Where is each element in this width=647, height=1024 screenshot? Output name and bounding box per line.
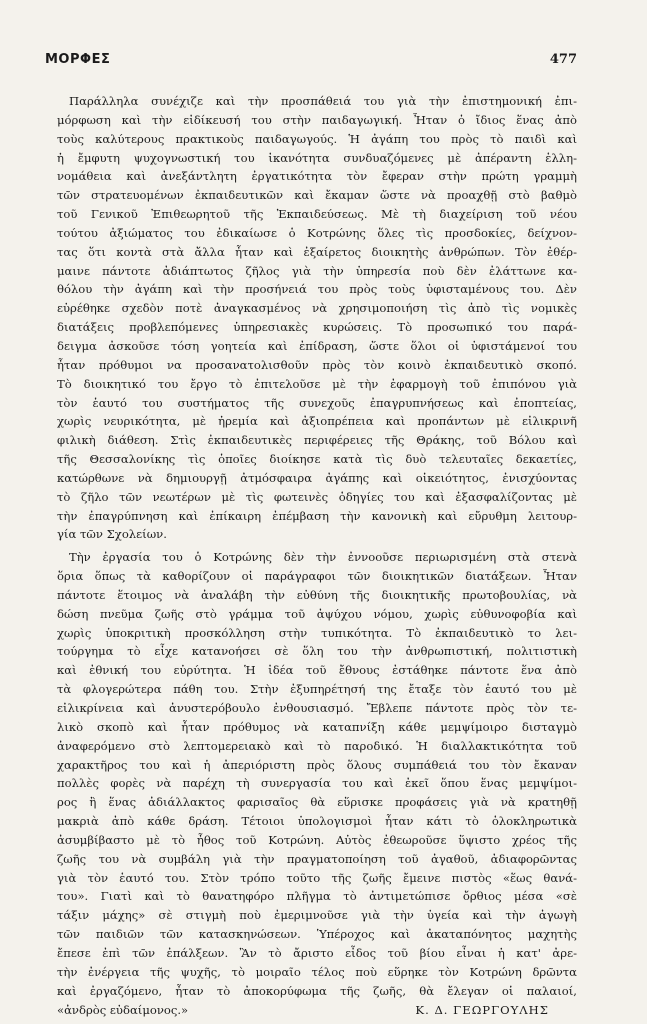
text-line: καὶ ἐθνική του εὐρύτητα. Ἡ ἰδέα τοῦ ἔθνους ἐστάθηκε πάντοτε ἕνα ἀπὸ [57,663,577,678]
text-line: Τὸ διοικητικό του ἔργο τὸ ἐπιτελοῦσε μὲ τὴν ἐφαρμογὴ τοῦ ἐπιπόνου γιὰ [57,376,577,391]
text-line: ὅρια ὅπως τὰ καθορίζουν οἱ παράγραφοι τῶν διοικητικῶν διατάξεων. Ἦταν [57,569,577,584]
text-line: καὶ ἐργαζόμενο, ἦταν τὸ ἀποκορύφωμα τῆς ζωῆς, θὰ ἔλεγαν οἱ παλαιοί, [57,983,577,998]
text-line: χαρακτῆρος του καὶ ἡ ἀπεριόριστη πρὸς ὅλους συμπάθειά του τὸν ἔκαναν [57,757,577,772]
text-line: τοῦ Γενικοῦ Ἐπιθεωρητοῦ τῆς Ἐκπαιδεύσεως. Μὲ τὴ διαχείριση τοῦ νέου [57,207,577,222]
text-line: Τὴν ἐργασία του ὁ Κοτρώνης δὲν τὴν ἐννοοῦσε περιωρισμένη στὰ στενὰ [69,550,577,565]
text-line: ἡ ἔμφυτη ψυχογνωστική του ἱκανότητα συνδυαζόμενες μὲ ἀπέραντη ἑλλη- [57,150,577,165]
paragraph-2 [57,548,577,1000]
text-line: διατάξεις προβλεπόμενες ὑπηρεσιακὲς κυρώσεις. Τὸ προσωπικό του παρά- [57,320,577,335]
text-line: πάντοτε ἕτοιμος νὰ ἀναλάβη τὴν εὐθύνη τῆς διοικητικῆς πρωτοβουλίας, νὰ [57,587,577,602]
text-line: εὑρέθηκε σχεδὸν ποτὲ ἀναγκασμένος νὰ χρησιμοποιήση τὶς ἀπὸ τὶς νομικὲς [57,301,577,316]
text-line: χωρὶς ὑποκριτικὴ προσκόλληση στὴν τυπικότητα. Τὸ ἐκπαιδευτικὸ το λει- [57,625,577,640]
text-line: τοὺς καλύτερους πρακτικοὺς παιδαγωγούς. Ἡ ἀγάπη του πρὸς τὸ παιδὶ καὶ [57,131,577,146]
text-line: ἔπεσε ἐπὶ τῶν ἐπάλξεων. Ἂν τὸ ἄριστο εἶδος τοῦ βίου εἶναι ἡ κατ' ἀρε- [57,945,577,960]
text-line: μόρφωση καὶ τὴν εἰδίκευσή του στὴν παιδαγωγική. Ἦταν ὁ ἴδιος ἕνας ἀπὸ [57,112,577,127]
closing-line [57,1001,577,1020]
text-line: μαινε πάντοτε ἀδιάπτωτος ζῆλος γιὰ τὴν ὑπηρεσία ποὺ δὲν ἐλάττωνε κα- [57,263,577,278]
text-line: του». Γιατὶ καὶ τὸ θανατηφόρο πλῆγμα τὸ ἀντιμετώπισε ὄρθιος μέσα «σὲ [57,889,577,904]
text-line: χωρὶς νευρικότητα, μὲ ἠρεμία καὶ ἀξιοπρέπεια καὶ προπάντων μὲ εἰλικρινῆ [57,414,577,429]
text-line: τὸν ἑαυτό του συστήματος τῆς συνεχοῦς ἐπαγρυπνήσεως καὶ ἐποπτείας, [57,395,577,410]
text-line: τὴν ἐπαγρύπνηση καὶ ἐπίκαιρη ἐπέμβαση τὴν κανονικὴ καὶ εὔρυθμη λειτουρ- [57,508,577,523]
journal-title: ΜΟΡΦΕΣ [45,52,111,67]
text-line: μακριὰ ἀπὸ κάθε δράση. Τέτοιοι ὑπολογισμοὶ ἦταν κάτι τὸ ὁλοκληρωτικὰ [57,814,577,829]
text-line: τὴν ἐνέργεια τῆς ψυχῆς, τὸ μοιραῖο τέλος ποὺ εὕρηκε τὸν Κοτρώνη δρῶντα [57,964,577,979]
text-line: τὰ φλογερώτερα πάθη του. Στὴν ἐξυπηρέτησή της ἔταξε τὸν ἑαυτό του μὲ [57,682,577,697]
text-line: ἀναφερόμενο στὸ λεπτομερειακὸ καὶ τὸ παροδικό. Ἡ διαλλακτικότητα τοῦ [57,738,577,753]
text-line: δειγμα ἀσκοῦσε τόση γοητεία καὶ ἐπίδραση, ὥστε ὅλοι οἱ ὑφιστάμενοί του [57,338,577,353]
text-line: πολλὲς φορὲς νὰ παρέχη τὴ συνεργασία του καὶ ἐκεῖ ὅπου ἕνας μεμψίμοι- [57,776,577,791]
text-line: δώση πνεῦμα ζωῆς στὸ γράμμα τοῦ ἀψύχου νόμου, χωρὶς εὐθυνοφοβία καὶ [57,606,577,621]
text-line: τὸ ζῆλο τῶν νεωτέρων μὲ τὶς φωτεινὲς ὁδηγίες του καὶ ἐξασφαλίζοντας μὲ [57,489,577,504]
author-signature: Κ. Δ. ΓΕΩΡΓΟΥΛΗΣ [415,1002,549,1017]
text-line: τῶν στρατευομένων ἐκπαιδευτικῶν καὶ ἔκαμαν ὥστε νὰ προαχθῇ στὸ βαθμὸ [57,188,577,203]
text-line: εἰλικρίνεια καὶ ἀνυστερόβουλο ἐνθουσιασμό. Ἔβλεπε πάντοτε πρὸς τὸν τε- [57,701,577,715]
text-line: κατώρθωνε νὰ δημιουργῇ ἀτμόσφαιρα ἀγάπης καὶ οἰκειότητος, ἐνισχύοντας [57,470,577,485]
text-line: θόλου τὴν ἀγάπη καὶ τὴν προσήνειά του πρὸς τοὺς ὑφισταμένους του. Δὲν [57,282,577,297]
text-line: ζωῆς του νὰ συμβάλη γιὰ τὴν πραγματοποίηση τοῦ ἀγαθοῦ, ἀδιαφορῶντας [57,851,577,866]
article-body [57,92,577,1019]
text-line: Παράλληλα συνέχιζε καὶ τὴν προσπάθειά του γιὰ τὴν ἐπιστημονική ἐπι- [69,94,577,108]
text-line: φιλικὴ διάθεση. Στὶς ἐκπαιδευτικὲς περιφέρειες τῆς Θράκης, τοῦ Βόλου καὶ [57,433,577,448]
text-line: ἦταν πρόθυμοι να προσανατολισθοῦν πρὸς τὸν κοινὸ ἐκπαιδευτικὸ σκοπό. [57,357,577,372]
text-line: τας ὅτι κοντὰ στὰ ἄλλα ἦταν καὶ ἐξαίρετος διοικητὴς ἀνθρώπων. Τὸν ἐθέρ- [57,244,577,259]
text-line: τούργημα τὸ εἶχε κατανοήσει σὲ ὅλη του τὴν ἀνθρωπιστική, πολιτιστικὴ [57,644,577,659]
text-line: λικὸ σκοπὸ καὶ ἦταν πρόθυμος νὰ καταπνίξη κάθε μεμψίμοιρο δισταγμὸ [57,719,577,734]
text-line: γιὰ τὸν ἑαυτό του. Στὸν τρόπο τοῦτο τῆς ζωῆς ἔμεινε πιστὸς «ἕως θανά- [57,870,577,885]
page-header [45,52,577,74]
closing-quote: «ἀνδρὸς εὐδαίμονος.» [57,1002,189,1017]
page-number: 477 [549,52,577,67]
text-line: νομάθεια καὶ ἀνεξάντλητη ἐργατικότητα τὸν ἔφεραν στὴν πρώτη γραμμὴ [57,169,577,184]
text-line: τάξιν μάχης» σὲ στιγμὴ ποὺ ἐμεριμνοῦσε γιὰ τὴν ὑγεία καὶ τὴν ἀγωγὴ [57,908,577,923]
text-line: ρος ἢ ἕνας ἀδιάλλακτος φαρισαῖος θὰ εὕρισκε προφάσεις γιὰ νὰ κρατηθῇ [57,795,577,810]
text-line: γία τῶν Σχολείων. [57,527,167,542]
paragraph-1 [57,92,577,544]
text-line: τῶν παιδιῶν τῶν κατασκηνώσεων. Ὑπέροχος καὶ ἀκαταπόνητος μαχητὴς [57,927,577,942]
text-line: τούτου ἀξιώματος του ἐδικαίωσε ὁ Κοτρώνης ὅλες τὶς προσδοκίες, δείχνον- [57,225,577,240]
text-line: τῆς Θεσσαλονίκης τὶς ὁποῖες διοίκησε κατὰ τὶς δυὸ τελευταῖες δεκαετίες, [57,452,577,467]
text-line: ἀσυμβίβαστο μὲ τὸ ἦθος τοῦ Κοτρώνη. Αὐτὸς ἐθεωροῦσε ὕψιστο χρέος τῆς [57,832,577,847]
